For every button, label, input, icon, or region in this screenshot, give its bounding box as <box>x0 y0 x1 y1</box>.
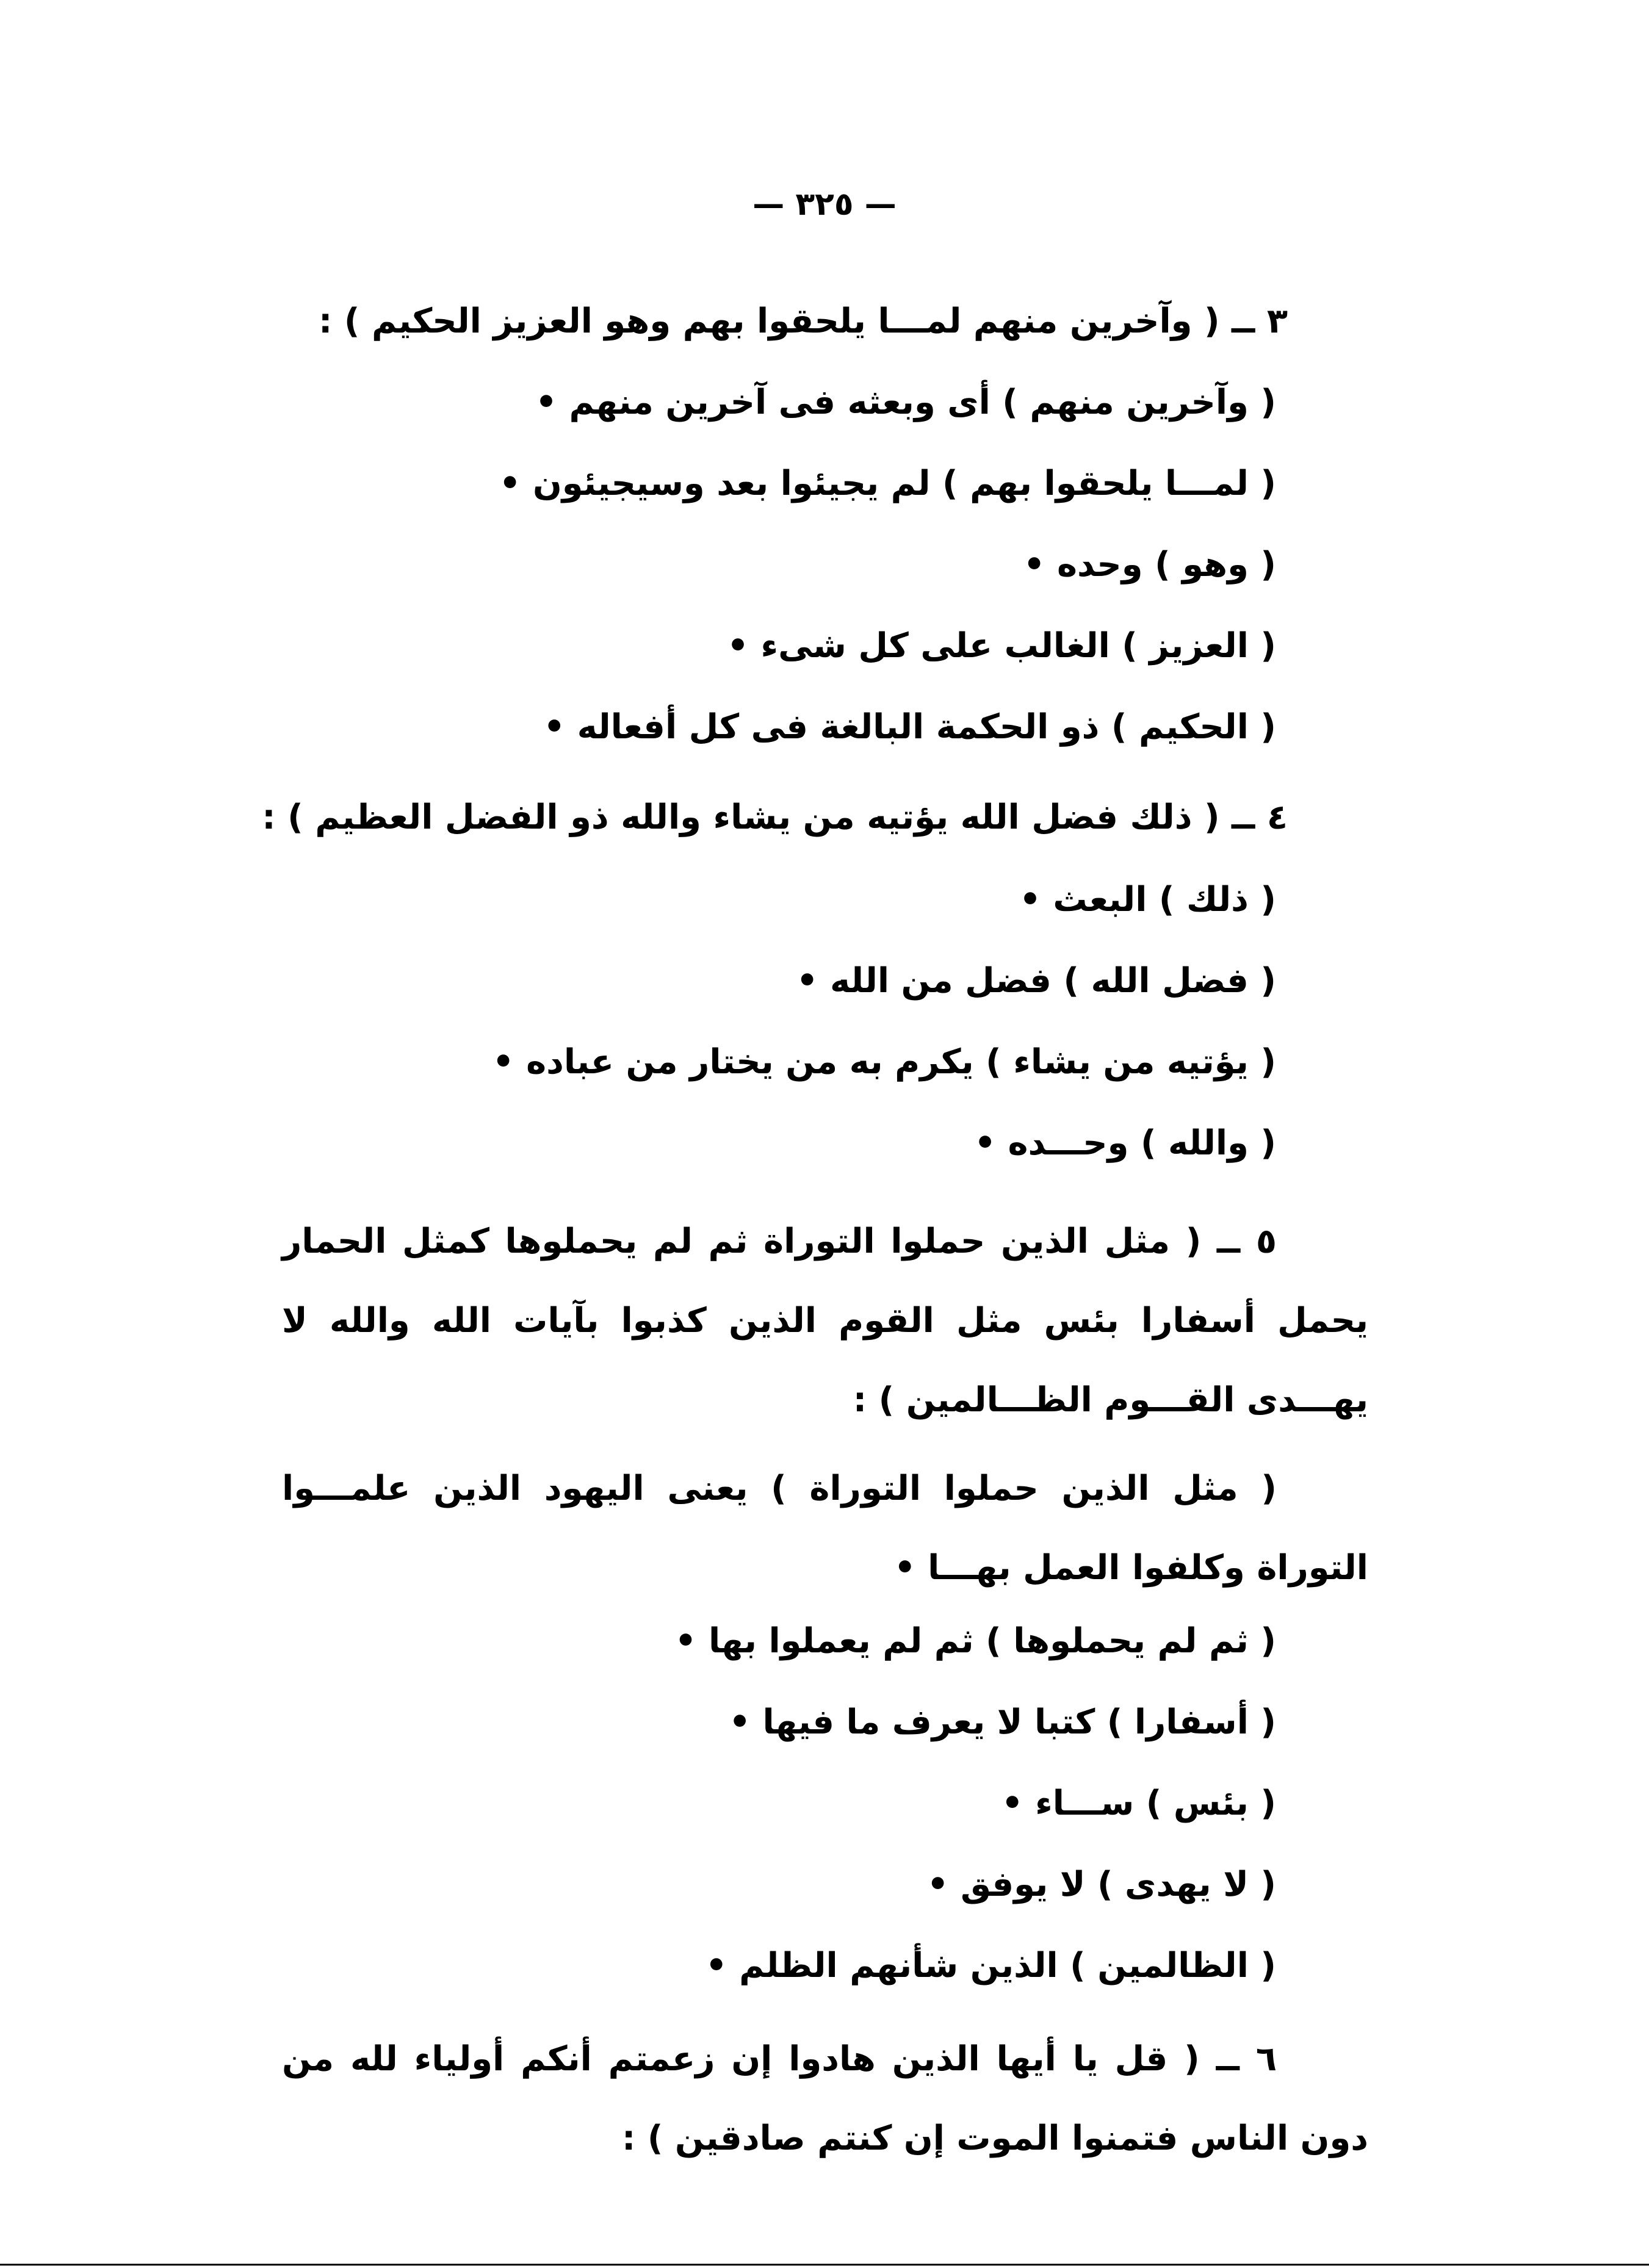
verse4-heading: ٤ ــ ( ذلك فضل الله يؤتيه من يشاء والله ذو الفضل العظيم ) : <box>262 797 1288 837</box>
verse5-gloss-2: ( أسفارا ) كتبا لا يعرف ما فيها • <box>729 1702 1276 1742</box>
verse4-gloss-3: ( يؤتيه من يشاء ) يكرم به من يختار من عباده • <box>492 1042 1276 1082</box>
verse4-gloss-4: ( والله ) وحـــده • <box>974 1123 1276 1163</box>
verse5-heading: ٥ ــ ( مثل الذين حملوا التوراة ثم لم يحملوها كمثل الحمار يحمل أسفارا بئس مثل القوم الذين كذبوا بآيات الله والله لا يهـــدى القـــوم الظـــالمين ) : <box>282 1222 1368 1420</box>
verse3-gloss-5: ( الحكيم ) ذو الحكمة البالغة فى كل أفعاله • <box>543 707 1276 747</box>
verse5-gloss-4: ( لا يهدى ) لا يوفق • <box>926 1865 1276 1904</box>
verse5-paragraph: ( مثل الذين حملوا التوراة ) يعنى اليهود الذين علمـــوا التوراة وكلفوا العمل بهـــا • <box>282 1469 1368 1588</box>
verse3-heading: ٣ ــ ( وآخرين منهم لمـــا يلحقوا بهم وهو العزيز الحكيم ) : <box>318 301 1288 341</box>
verse5-gloss-1: ( ثم لم يحملوها ) ثم لم يعملوا بها • <box>674 1621 1276 1661</box>
verse3-gloss-4: ( العزيز ) الغالب على كل شىء • <box>727 626 1276 666</box>
verse5-gloss-3: ( بئس ) ســـاء • <box>1001 1784 1276 1823</box>
verse3-gloss-1: ( وآخرين منهم ) أى وبعثه فى آخرين منهم • <box>535 383 1276 422</box>
bottom-border <box>0 2264 1649 2266</box>
verse3-gloss-2: ( لمـــا يلحقوا بهم ) لم يجيئوا بعد وسيجيئون • <box>499 464 1276 503</box>
verse5-gloss-5: ( الظالمين ) الذين شأنهم الظلم • <box>705 1946 1276 1985</box>
verse3-gloss-3: ( وهو ) وحده • <box>1023 545 1276 585</box>
verse4-gloss-1: ( ذلك ) البعث • <box>1019 880 1276 920</box>
verse6-heading: ٦ ــ ( قل يا أيها الذين هادوا إن زعمتم أنكم أولياء لله من دون الناس فتمنوا الموت إن كنتم صادقين ) : <box>282 2039 1368 2158</box>
verse4-gloss-2: ( فضل الله ) فضل من الله • <box>796 961 1276 1001</box>
page-number: — ٣٢٥ — <box>752 186 897 223</box>
